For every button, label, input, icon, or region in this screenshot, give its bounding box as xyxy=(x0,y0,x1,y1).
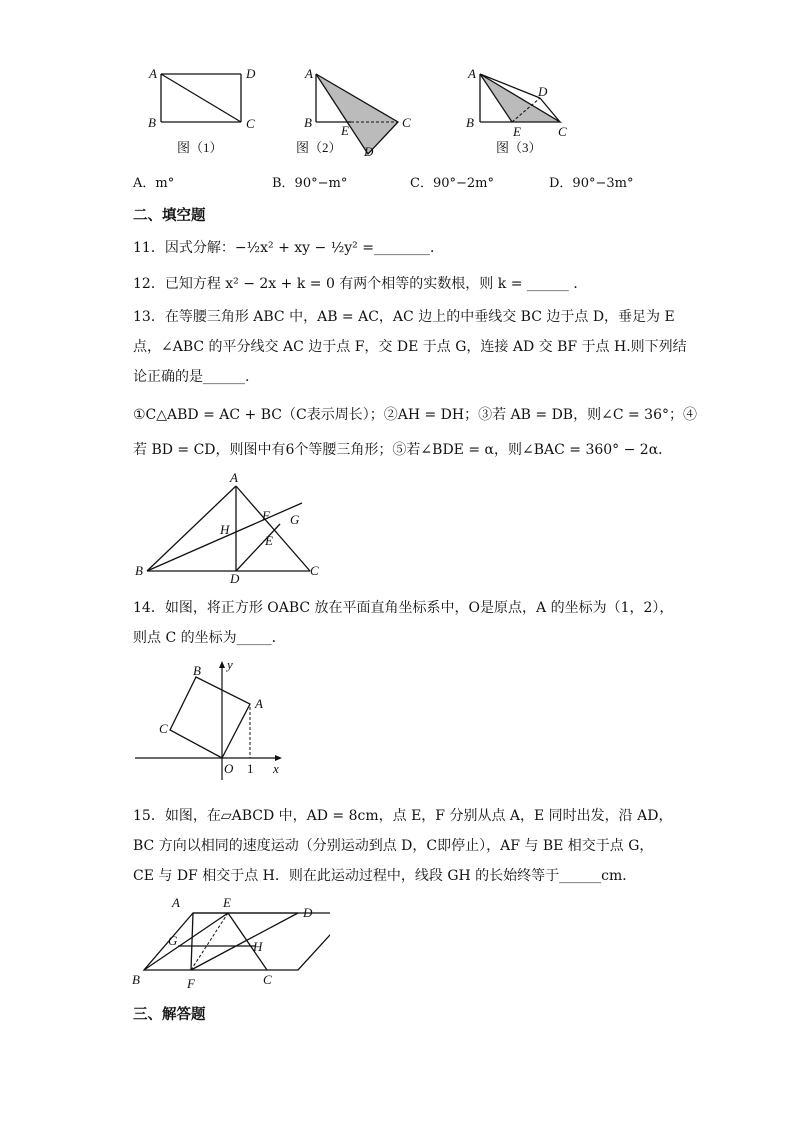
question-14-figure xyxy=(130,655,295,785)
q15-label: B xyxy=(132,972,140,987)
q13-label: D xyxy=(230,571,240,585)
question-15-line2: BC 方向以相同的速度运动（分别运动到点 D，C即停止），AF 与 BE 相交于点 G， xyxy=(133,838,654,854)
q14-label: O xyxy=(224,761,234,776)
q13-label: G xyxy=(290,512,300,527)
q14-label: B xyxy=(193,663,201,678)
q14-label: x xyxy=(273,761,279,776)
section-title-answer: 三、解答题 xyxy=(133,1007,206,1023)
top-figure-3 xyxy=(460,62,585,162)
question-13-line5: 若 BD = CD，则图中有6个等腰三角形；⑤若∠BDE = α，则∠BAC = 360° − 2α． xyxy=(133,442,673,458)
question-13-line4: ①C△ABD = AC + BC（C表示周长）；②AH = DH；③若 AB = DB，则∠C = 36°；④ xyxy=(133,407,697,423)
fig1-label: A xyxy=(149,66,157,81)
q13-label: F xyxy=(262,508,270,523)
fig3-label: E xyxy=(513,124,521,139)
fig2-label: B xyxy=(304,115,312,130)
fig3-label: B xyxy=(466,115,474,130)
q14-label: C xyxy=(159,721,168,736)
fig3-label: D xyxy=(538,84,548,99)
fig3-label: C xyxy=(558,124,567,139)
question-15-line3: CE 与 DF 相交于点 H．则在此运动过程中，线段 GH 的长始终等于______cm． xyxy=(133,868,637,884)
top-figure-2 xyxy=(296,62,421,162)
question-14-line2: 则点 C 的坐标为_____． xyxy=(133,630,286,646)
q14-label: A xyxy=(255,696,263,711)
question-11: 11．因式分解：−½x² + xy − ½y² =________． xyxy=(133,240,444,256)
q15-label: F xyxy=(187,976,195,991)
q15-label: C xyxy=(263,972,272,987)
question-15-line1: 15．如图，在▱ABCD 中，AD = 8cm，点 E，F 分别从点 A，E 同时出发，沿 AD， xyxy=(133,808,673,824)
q13-label: B xyxy=(135,563,143,578)
q15-label: A xyxy=(172,895,180,910)
option-c: C．90°−2m° xyxy=(410,176,494,191)
q15-label: E xyxy=(223,895,231,910)
question-12: 12．已知方程 x² − 2x + k = 0 有两个相等的实数根，则 k = ______ ． xyxy=(133,276,588,292)
fig1-label: C xyxy=(246,116,255,131)
q14-label: 1 xyxy=(247,761,254,776)
fig1-label: D xyxy=(246,66,256,81)
question-14-line1: 14．如图，将正方形 OABC 放在平面直角坐标系中，O是原点，A 的坐标为（1，2）， xyxy=(133,600,674,616)
q15-label: D xyxy=(303,905,313,920)
option-d: D．90°−3m° xyxy=(549,176,634,191)
q14-label: y xyxy=(227,657,233,672)
fig2-label: E xyxy=(341,123,349,138)
q15-label: H xyxy=(253,939,263,954)
option-b: B．90°−m° xyxy=(272,176,348,191)
question-15-figure xyxy=(130,893,330,993)
fig1-label: B xyxy=(148,115,156,130)
q13-label: E xyxy=(265,533,273,548)
option-a: A．m° xyxy=(133,176,175,191)
question-13-line1: 13．在等腰三角形 ABC 中，AB = AC，AC 边上的中垂线交 BC 边于点 D，垂足为 E xyxy=(133,309,675,325)
fig2-label: D xyxy=(364,144,374,159)
fig1-caption: 图（1） xyxy=(177,140,223,155)
fig2-label: C xyxy=(402,115,411,130)
q13-label: A xyxy=(230,470,238,485)
fig2-label: A xyxy=(305,66,313,81)
q13-label: C xyxy=(310,563,319,578)
fig3-label: A xyxy=(468,66,476,81)
section-title-fill-in: 二、填空题 xyxy=(133,208,206,224)
question-13-figure xyxy=(130,470,330,585)
question-13-line2: 点，∠ABC 的平分线交 AC 边于点 F，交 DE 于点 G，连接 AD 交 BF 于点 H.则下列结 xyxy=(133,339,687,355)
fig2-caption: 图（2） xyxy=(296,140,342,155)
q13-label: H xyxy=(220,522,230,537)
fig3-caption: 图（3） xyxy=(496,140,542,155)
top-figure-1 xyxy=(145,62,270,162)
q15-label: G xyxy=(168,933,178,948)
question-13-line3: 论正确的是______. xyxy=(133,369,250,385)
